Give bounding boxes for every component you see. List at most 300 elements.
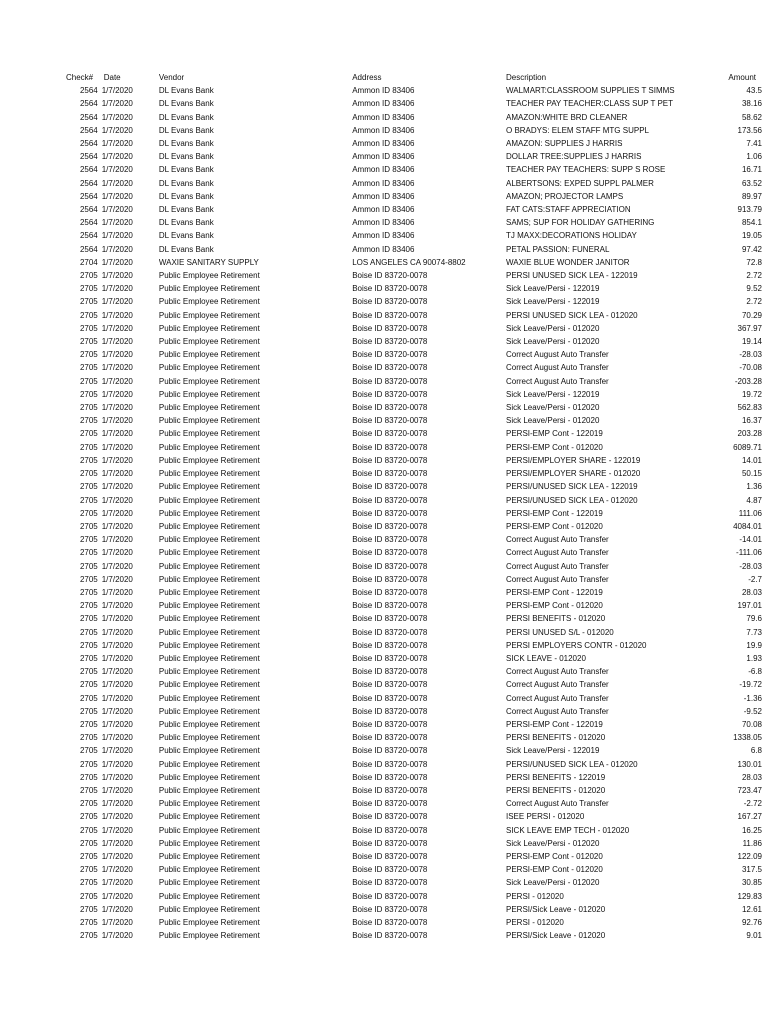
description-cell: Sick Leave/Persi - 012020 — [506, 416, 600, 426]
amount-cell: -14.01 — [739, 535, 762, 545]
address-cell: Ammon ID 83406 — [352, 205, 415, 215]
vendor-cell: Public Employee Retirement — [158, 389, 260, 399]
date-cell: 1/7/2020 — [101, 891, 133, 901]
vendor-cell: Public Employee Retirement — [158, 416, 260, 426]
vendor-cell: DL Evans Bank — [158, 152, 214, 162]
check-number-cell: 2705 — [79, 323, 98, 333]
date-cell: 1/7/2020 — [101, 548, 133, 558]
table-row — [60, 84, 762, 97]
vendor-cell: Public Employee Retirement — [158, 587, 260, 597]
date-cell: 1/7/2020 — [101, 931, 133, 941]
description-cell: Sick Leave/Persi - 122019 — [506, 297, 600, 307]
amount-cell: 167.27 — [737, 812, 762, 822]
vendor-cell: DL Evans Bank — [158, 191, 214, 201]
description-cell: PETAL PASSION: FUNERAL — [506, 244, 610, 254]
vendor-cell: Public Employee Retirement — [158, 706, 260, 716]
header-row — [60, 71, 762, 84]
table-row — [60, 665, 762, 678]
check-number-cell: 2705 — [79, 667, 98, 677]
check-number-cell: 2705 — [79, 785, 98, 795]
date-cell: 1/7/2020 — [101, 812, 133, 822]
amount-cell: 129.83 — [737, 891, 762, 901]
amount-cell: 1.93 — [746, 653, 762, 663]
vendor-cell: DL Evans Bank — [158, 125, 214, 135]
address-cell: Boise ID 83720-0078 — [352, 376, 428, 386]
date-cell: 1/7/2020 — [101, 785, 133, 795]
vendor-cell: Public Employee Retirement — [158, 865, 260, 875]
date-cell: 1/7/2020 — [101, 601, 133, 611]
address-cell: Boise ID 83720-0078 — [352, 442, 428, 452]
check-number-cell: 2705 — [79, 759, 98, 769]
description-cell: Correct August Auto Transfer — [506, 350, 609, 360]
address-cell: LOS ANGELES CA 90074-8802 — [352, 257, 466, 267]
header-amount: Amount — [728, 73, 756, 82]
description-cell: Correct August Auto Transfer — [506, 363, 609, 373]
amount-cell: -111.06 — [736, 548, 762, 558]
amount-cell: 58.62 — [741, 112, 762, 122]
description-cell: Correct August Auto Transfer — [506, 799, 609, 809]
header-description: Description — [506, 73, 547, 82]
table-row — [60, 837, 762, 850]
date-cell: 1/7/2020 — [101, 627, 133, 637]
vendor-cell: DL Evans Bank — [158, 99, 214, 109]
table-row — [60, 771, 762, 784]
check-number-cell: 2564 — [79, 152, 98, 162]
vendor-cell: Public Employee Retirement — [158, 521, 260, 531]
vendor-cell: Public Employee Retirement — [158, 772, 260, 782]
description-cell: AMAZON:WHITE BRD CLEANER — [506, 112, 628, 122]
check-number-cell: 2564 — [79, 244, 98, 254]
vendor-cell: DL Evans Bank — [158, 139, 214, 149]
address-cell: Boise ID 83720-0078 — [352, 389, 428, 399]
description-cell: PERSI/UNUSED SICK LEA - 012020 — [506, 495, 638, 505]
amount-cell: 203.28 — [737, 429, 762, 439]
table-row — [60, 216, 762, 229]
amount-cell: -19.72 — [739, 680, 762, 690]
amount-cell: 9.01 — [746, 931, 762, 941]
description-cell: PERSI/UNUSED SICK LEA - 122019 — [506, 482, 638, 492]
check-number-cell: 2705 — [79, 482, 98, 492]
date-cell: 1/7/2020 — [101, 231, 133, 241]
check-number-cell: 2705 — [79, 297, 98, 307]
check-number-cell: 2705 — [79, 772, 98, 782]
address-cell: Boise ID 83720-0078 — [352, 429, 428, 439]
address-cell: Boise ID 83720-0078 — [352, 772, 428, 782]
address-cell: Boise ID 83720-0078 — [352, 812, 428, 822]
table-row — [60, 758, 762, 771]
check-number-cell: 2705 — [79, 587, 98, 597]
date-cell: 1/7/2020 — [101, 244, 133, 254]
amount-cell: 854.1 — [741, 218, 762, 228]
date-cell: 1/7/2020 — [101, 218, 133, 228]
table-row — [60, 190, 762, 203]
check-number-cell: 2705 — [79, 614, 98, 624]
date-cell: 1/7/2020 — [101, 838, 133, 848]
check-number-cell: 2705 — [79, 455, 98, 465]
address-cell: Boise ID 83720-0078 — [352, 350, 428, 360]
date-cell: 1/7/2020 — [101, 706, 133, 716]
description-cell: ALBERTSONS: EXPED SUPPL PALMER — [506, 178, 654, 188]
address-cell: Boise ID 83720-0078 — [352, 904, 428, 914]
table-row — [60, 507, 762, 520]
amount-cell: 16.37 — [741, 416, 762, 426]
address-cell: Boise ID 83720-0078 — [352, 680, 428, 690]
description-cell: TEACHER PAY TEACHER:CLASS SUP T PET — [506, 99, 674, 109]
date-cell: 1/7/2020 — [101, 482, 133, 492]
vendor-cell: Public Employee Retirement — [158, 918, 260, 927]
check-register-sheet — [0, 71, 770, 942]
vendor-cell: Public Employee Retirement — [158, 799, 260, 809]
address-cell: Boise ID 83720-0078 — [352, 759, 428, 769]
check-number-cell: 2705 — [79, 469, 98, 479]
address-cell: Boise ID 83720-0078 — [352, 587, 428, 597]
description-cell: SAMS; SUP FOR HOLIDAY GATHERING — [506, 218, 655, 228]
description-cell: TJ MAXX:DECORATIONS HOLIDAY — [506, 231, 637, 241]
address-cell: Ammon ID 83406 — [352, 152, 415, 162]
description-cell: Correct August Auto Transfer — [506, 574, 609, 584]
vendor-cell: Public Employee Retirement — [158, 904, 260, 914]
address-cell: Boise ID 83720-0078 — [352, 693, 428, 703]
description-cell: PERSI UNUSED S/L - 012020 — [506, 627, 614, 637]
vendor-cell: Public Employee Retirement — [158, 323, 260, 333]
table-row — [60, 454, 762, 467]
table-row — [60, 203, 762, 216]
address-cell: Boise ID 83720-0078 — [352, 785, 428, 795]
check-number-cell: 2705 — [79, 574, 98, 584]
address-cell: Boise ID 83720-0078 — [352, 403, 428, 413]
check-number-cell: 2705 — [79, 931, 98, 941]
header-address: Address — [352, 73, 382, 82]
amount-cell: -9.52 — [743, 706, 762, 716]
check-number-cell: 2564 — [79, 99, 98, 109]
vendor-cell: Public Employee Retirement — [158, 310, 260, 320]
table-row — [60, 375, 762, 388]
amount-cell: 1.36 — [746, 482, 762, 492]
table-row — [60, 546, 762, 559]
address-cell: Boise ID 83720-0078 — [352, 614, 428, 624]
description-cell: Correct August Auto Transfer — [506, 535, 609, 545]
table-row — [60, 269, 762, 282]
vendor-cell: Public Employee Retirement — [158, 785, 260, 795]
amount-cell: 1.06 — [746, 152, 762, 162]
vendor-cell: DL Evans Bank — [158, 86, 214, 96]
table-row — [60, 692, 762, 705]
date-cell: 1/7/2020 — [101, 918, 133, 927]
date-cell: 1/7/2020 — [101, 99, 133, 109]
date-cell: 1/7/2020 — [101, 693, 133, 703]
table-row — [60, 388, 762, 401]
address-cell: Ammon ID 83406 — [352, 231, 415, 241]
amount-cell: 19.72 — [741, 389, 762, 399]
date-cell: 1/7/2020 — [101, 86, 133, 96]
description-cell: PERSI/Sick Leave - 012020 — [506, 931, 606, 941]
date-cell: 1/7/2020 — [101, 323, 133, 333]
amount-cell: 28.03 — [741, 587, 762, 597]
address-cell: Boise ID 83720-0078 — [352, 706, 428, 716]
vendor-cell: Public Employee Retirement — [158, 508, 260, 518]
address-cell: Boise ID 83720-0078 — [352, 640, 428, 650]
description-cell: AMAZON: SUPPLIES J HARRIS — [506, 139, 623, 149]
address-cell: Boise ID 83720-0078 — [352, 931, 428, 941]
address-cell: Boise ID 83720-0078 — [352, 535, 428, 545]
date-cell: 1/7/2020 — [101, 653, 133, 663]
check-number-cell: 2564 — [79, 112, 98, 122]
check-number-cell: 2705 — [79, 521, 98, 531]
description-cell: Correct August Auto Transfer — [506, 706, 609, 716]
amount-cell: 6.8 — [750, 746, 762, 756]
vendor-cell: Public Employee Retirement — [158, 297, 260, 307]
address-cell: Boise ID 83720-0078 — [352, 891, 428, 901]
description-cell: PERSI UNUSED SICK LEA - 012020 — [506, 310, 638, 320]
address-cell: Ammon ID 83406 — [352, 165, 415, 175]
table-row — [60, 599, 762, 612]
amount-cell: -6.8 — [748, 667, 762, 677]
date-cell: 1/7/2020 — [101, 442, 133, 452]
date-cell: 1/7/2020 — [101, 878, 133, 888]
description-cell: PERSI BENEFITS - 012020 — [506, 614, 606, 624]
vendor-cell: Public Employee Retirement — [158, 455, 260, 465]
date-cell: 1/7/2020 — [101, 403, 133, 413]
date-cell: 1/7/2020 — [101, 205, 133, 215]
amount-cell: 4084.01 — [733, 521, 762, 531]
date-cell: 1/7/2020 — [101, 125, 133, 135]
date-cell: 1/7/2020 — [101, 271, 133, 281]
date-cell: 1/7/2020 — [101, 139, 133, 149]
amount-cell: 79.6 — [746, 614, 762, 624]
header-vendor: Vendor — [158, 73, 185, 82]
date-cell: 1/7/2020 — [101, 191, 133, 201]
amount-cell: 111.06 — [738, 508, 762, 518]
description-cell: PERSI-EMP Cont - 012020 — [506, 601, 603, 611]
date-cell: 1/7/2020 — [101, 455, 133, 465]
description-cell: O BRADYS: ELEM STAFF MTG SUPPL — [506, 125, 649, 135]
vendor-cell: Public Employee Retirement — [158, 469, 260, 479]
table-row — [60, 612, 762, 625]
table-row — [60, 335, 762, 348]
amount-cell: 72.8 — [746, 257, 762, 267]
description-cell: PERSI EMPLOYERS CONTR - 012020 — [506, 640, 647, 650]
table-row — [60, 586, 762, 599]
check-number-cell: 2705 — [79, 389, 98, 399]
address-cell: Boise ID 83720-0078 — [352, 495, 428, 505]
vendor-cell: Public Employee Retirement — [158, 601, 260, 611]
amount-cell: 7.41 — [746, 139, 762, 149]
amount-cell: 562.83 — [737, 403, 762, 413]
address-cell: Boise ID 83720-0078 — [352, 310, 428, 320]
address-cell: Boise ID 83720-0078 — [352, 574, 428, 584]
description-cell: PERSI/EMPLOYER SHARE - 122019 — [506, 455, 641, 465]
date-cell: 1/7/2020 — [101, 178, 133, 188]
vendor-cell: DL Evans Bank — [158, 244, 214, 254]
check-number-cell: 2564 — [79, 86, 98, 96]
amount-cell: 63.52 — [741, 178, 762, 188]
check-number-cell: 2564 — [79, 205, 98, 215]
date-cell: 1/7/2020 — [101, 719, 133, 729]
address-cell: Ammon ID 83406 — [352, 99, 415, 109]
amount-cell: 30.85 — [741, 878, 762, 888]
address-cell: Boise ID 83720-0078 — [352, 865, 428, 875]
amount-cell: 6089.71 — [733, 442, 762, 452]
date-cell: 1/7/2020 — [101, 574, 133, 584]
vendor-cell: Public Employee Retirement — [158, 640, 260, 650]
table-row — [60, 414, 762, 427]
amount-cell: -2.72 — [743, 799, 762, 809]
table-row — [60, 876, 762, 889]
table-row — [60, 824, 762, 837]
check-number-cell: 2705 — [79, 271, 98, 281]
table-row — [60, 177, 762, 190]
address-cell: Ammon ID 83406 — [352, 178, 415, 188]
description-cell: Sick Leave/Persi - 122019 — [506, 746, 600, 756]
description-cell: PERSI-EMP Cont - 012020 — [506, 521, 603, 531]
amount-cell: 19.05 — [741, 231, 762, 241]
check-number-cell: 2705 — [79, 508, 98, 518]
check-number-cell: 2705 — [79, 495, 98, 505]
check-number-cell: 2564 — [79, 125, 98, 135]
vendor-cell: Public Employee Retirement — [158, 825, 260, 835]
description-cell: SICK LEAVE - 012020 — [506, 653, 586, 663]
description-cell: Sick Leave/Persi - 012020 — [506, 838, 600, 848]
date-cell: 1/7/2020 — [101, 508, 133, 518]
table-row — [60, 903, 762, 916]
description-cell: PERSI - 012020 — [506, 918, 564, 927]
header-check: Check# — [66, 73, 94, 82]
amount-cell: 12.61 — [741, 904, 762, 914]
amount-cell: 38.16 — [741, 99, 762, 109]
vendor-cell: Public Employee Retirement — [158, 614, 260, 624]
amount-cell: 122.09 — [737, 851, 762, 861]
table-row — [60, 678, 762, 691]
table-row — [60, 718, 762, 731]
check-number-cell: 2705 — [79, 812, 98, 822]
vendor-cell: Public Employee Retirement — [158, 931, 260, 941]
amount-cell: -28.03 — [739, 350, 762, 360]
table-row — [60, 560, 762, 573]
table-body — [60, 84, 762, 942]
description-cell: Correct August Auto Transfer — [506, 548, 609, 558]
table-row — [60, 863, 762, 876]
address-cell: Boise ID 83720-0078 — [352, 733, 428, 743]
check-number-cell: 2705 — [79, 680, 98, 690]
description-cell: Correct August Auto Transfer — [506, 667, 609, 677]
date-cell: 1/7/2020 — [101, 363, 133, 373]
table-row — [60, 652, 762, 665]
amount-cell: 130.01 — [737, 759, 762, 769]
table-row — [60, 929, 762, 942]
description-cell: PERSI/UNUSED SICK LEA - 012020 — [506, 759, 638, 769]
date-cell: 1/7/2020 — [101, 865, 133, 875]
check-number-cell: 2705 — [79, 627, 98, 637]
address-cell: Boise ID 83720-0078 — [352, 455, 428, 465]
check-number-cell: 2705 — [79, 865, 98, 875]
check-number-cell: 2705 — [79, 918, 98, 927]
check-number-cell: 2705 — [79, 310, 98, 320]
check-number-cell: 2705 — [79, 838, 98, 848]
vendor-cell: Public Employee Retirement — [158, 271, 260, 281]
description-cell: PERSI/EMPLOYER SHARE - 012020 — [506, 469, 641, 479]
vendor-cell: DL Evans Bank — [158, 205, 214, 215]
table-row — [60, 731, 762, 744]
table-row — [60, 309, 762, 322]
description-cell: Sick Leave/Persi - 122019 — [506, 284, 600, 294]
date-cell: 1/7/2020 — [101, 733, 133, 743]
address-cell: Ammon ID 83406 — [352, 244, 415, 254]
table-row — [60, 401, 762, 414]
date-cell: 1/7/2020 — [101, 112, 133, 122]
date-cell: 1/7/2020 — [101, 469, 133, 479]
date-cell: 1/7/2020 — [101, 310, 133, 320]
table-row — [60, 124, 762, 137]
vendor-cell: Public Employee Retirement — [158, 561, 260, 571]
vendor-cell: Public Employee Retirement — [158, 693, 260, 703]
address-cell: Boise ID 83720-0078 — [352, 561, 428, 571]
date-cell: 1/7/2020 — [101, 416, 133, 426]
date-cell: 1/7/2020 — [101, 337, 133, 347]
vendor-cell: Public Employee Retirement — [158, 495, 260, 505]
amount-cell: 70.08 — [741, 719, 762, 729]
vendor-cell: Public Employee Retirement — [158, 337, 260, 347]
description-cell: PERSI BENEFITS - 012020 — [506, 785, 606, 795]
description-cell: PERSI-EMP Cont - 122019 — [506, 429, 603, 439]
amount-cell: -203.28 — [734, 376, 762, 386]
address-cell: Ammon ID 83406 — [352, 86, 415, 96]
amount-cell: 16.25 — [741, 825, 762, 835]
check-number-cell: 2705 — [79, 442, 98, 452]
table-row — [60, 890, 762, 903]
address-cell: Ammon ID 83406 — [352, 139, 415, 149]
date-cell: 1/7/2020 — [101, 825, 133, 835]
check-number-cell: 2705 — [79, 706, 98, 716]
check-number-cell: 2705 — [79, 403, 98, 413]
date-cell: 1/7/2020 — [101, 851, 133, 861]
date-cell: 1/7/2020 — [101, 772, 133, 782]
header-date: Date — [103, 73, 121, 82]
description-cell: DOLLAR TREE:SUPPLIES J HARRIS — [506, 152, 642, 162]
amount-cell: -1.36 — [743, 693, 762, 703]
address-cell: Boise ID 83720-0078 — [352, 825, 428, 835]
amount-cell: -28.03 — [739, 561, 762, 571]
date-cell: 1/7/2020 — [101, 297, 133, 307]
amount-cell: 43.5 — [746, 86, 762, 96]
table-row — [60, 810, 762, 823]
address-cell: Boise ID 83720-0078 — [352, 838, 428, 848]
date-cell: 1/7/2020 — [101, 376, 133, 386]
description-cell: PERSI BENEFITS - 012020 — [506, 733, 606, 743]
table-row — [60, 361, 762, 374]
description-cell: PERSI-EMP Cont - 012020 — [506, 851, 603, 861]
address-cell: Boise ID 83720-0078 — [352, 323, 428, 333]
table-row — [60, 111, 762, 124]
table-row — [60, 626, 762, 639]
vendor-cell: Public Employee Retirement — [158, 851, 260, 861]
date-cell: 1/7/2020 — [101, 535, 133, 545]
address-cell: Boise ID 83720-0078 — [352, 284, 428, 294]
amount-cell: 173.56 — [737, 125, 762, 135]
table-row — [60, 797, 762, 810]
vendor-cell: Public Employee Retirement — [158, 891, 260, 901]
date-cell: 1/7/2020 — [101, 389, 133, 399]
table-row — [60, 533, 762, 546]
vendor-cell: Public Employee Retirement — [158, 535, 260, 545]
date-cell: 1/7/2020 — [101, 521, 133, 531]
check-number-cell: 2564 — [79, 139, 98, 149]
date-cell: 1/7/2020 — [101, 284, 133, 294]
check-number-cell: 2704 — [79, 257, 98, 267]
description-cell: PERSI-EMP Cont - 012020 — [506, 442, 603, 452]
amount-cell: 97.42 — [741, 244, 762, 254]
amount-cell: 9.52 — [746, 284, 762, 294]
check-number-cell: 2705 — [79, 746, 98, 756]
